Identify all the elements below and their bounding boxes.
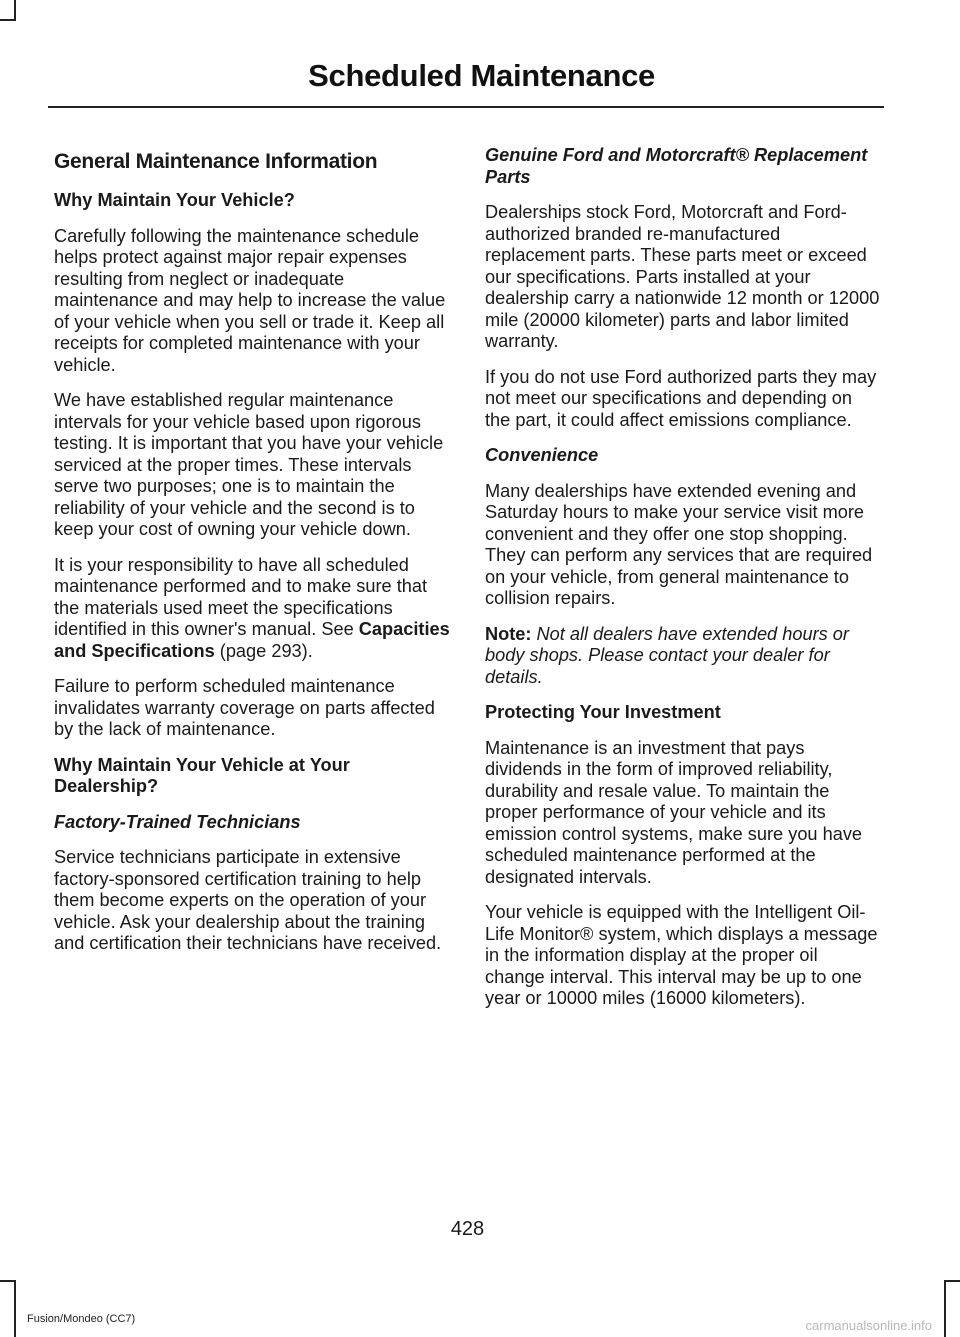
page-reference: (page 293). bbox=[214, 640, 313, 661]
page-title: Scheduled Maintenance bbox=[308, 58, 655, 93]
why-maintain-heading: Why Maintain Your Vehicle? bbox=[54, 190, 295, 210]
note-text: Not all dealers have extended hours or body shops. Please contact your dealer for details. bbox=[485, 623, 849, 687]
paragraph-text: It is your responsibility to have all scheduled maintenance performed and to make sure that the materials used meet the specifications identified in this owner's manual. See bbox=[54, 554, 428, 639]
technicians-heading: Factory-Trained Technicians bbox=[54, 811, 301, 832]
paragraph: If you do not use Ford authorized parts they may not meet our specifications and depending on the part, it could affect emissions compliance. bbox=[485, 366, 877, 430]
note-label: Note: bbox=[485, 623, 532, 644]
paragraph: Service technicians participate in extensive factory-sponsored certification training to help them become experts on the operation of your vehicle. Ask your dealership about the training and certification their technicians have received. bbox=[54, 847, 442, 953]
crop-mark-bottom-left-h bbox=[0, 1280, 16, 1282]
paragraph: Dealerships stock Ford, Motorcraft and Ford-authorized branded re-manufactured replacement parts. These parts meet or exceed our specifications. Parts installed at your dealership carry a nationwide 12 month or 12000 mile (20000 kilometer) parts and labor limited warranty. bbox=[485, 202, 880, 351]
left-column bbox=[54, 145, 450, 969]
header-divider bbox=[48, 106, 884, 108]
paragraph: Carefully following the maintenance schedule helps protect against major repair expenses resulting from neglect or inadequate maintenance and may help to increase the value of your vehicle when you sell or trade it. Keep all receipts for completed maintenance with your vehicle. bbox=[54, 225, 446, 375]
replacement-parts-heading: Genuine Ford and Motorcraft® Replacement Parts bbox=[485, 145, 868, 187]
protecting-investment-heading: Protecting Your Investment bbox=[485, 702, 721, 722]
section-title: General Maintenance Information bbox=[54, 150, 378, 173]
crop-mark-bottom-left-v bbox=[14, 1280, 16, 1337]
note bbox=[485, 624, 881, 689]
crop-mark-top-left-v bbox=[14, 0, 16, 19]
capacities-link[interactable]: Capacities and Specifications bbox=[54, 619, 450, 661]
paragraph: Many dealerships have extended evening and Saturday hours to make your service visit more convenient and they offer one stop shopping. They can perform any services that are required on your vehicle, from general maintenance to collision repairs. bbox=[485, 480, 873, 608]
paragraph: Your vehicle is equipped with the Intelligent Oil-Life Monitor® system, which displays a message in the information display at the proper oil change interval. This interval may be up to one year or 10000 miles (16000 kilometers). bbox=[485, 902, 878, 1008]
dealership-heading: Why Maintain Your Vehicle at Your Dealership? bbox=[54, 754, 350, 796]
paragraph: We have established regular maintenance intervals for your vehicle based upon rigorous testing. It is important that you have your vehicle serviced at the proper times. These intervals serve two purposes; one is to maintain the reliability of your vehicle and the second is to keep your cost of owning your vehicle down. bbox=[54, 390, 444, 539]
page-number: 428 bbox=[450, 1218, 485, 1240]
crop-mark-bottom-right-v bbox=[944, 1280, 946, 1337]
crop-mark-top-left-h bbox=[0, 19, 16, 21]
right-column bbox=[485, 145, 881, 1024]
paragraph: Failure to perform scheduled maintenance invalidates warranty coverage on parts affected by the lack of maintenance. bbox=[54, 676, 435, 739]
paragraph-responsibility bbox=[54, 555, 450, 663]
paragraph: Maintenance is an investment that pays dividends in the form of improved reliability, durability and resale value. To maintain the proper performance of your vehicle and its emission control systems, make sure you have scheduled maintenance performed at the designated intervals. bbox=[485, 737, 863, 887]
crop-mark-bottom-right-h bbox=[944, 1280, 960, 1282]
watermark: carmanualsonline.info bbox=[805, 1318, 932, 1333]
footer-model: Fusion/Mondeo (CC7) bbox=[27, 1313, 136, 1325]
convenience-heading: Convenience bbox=[485, 445, 599, 465]
